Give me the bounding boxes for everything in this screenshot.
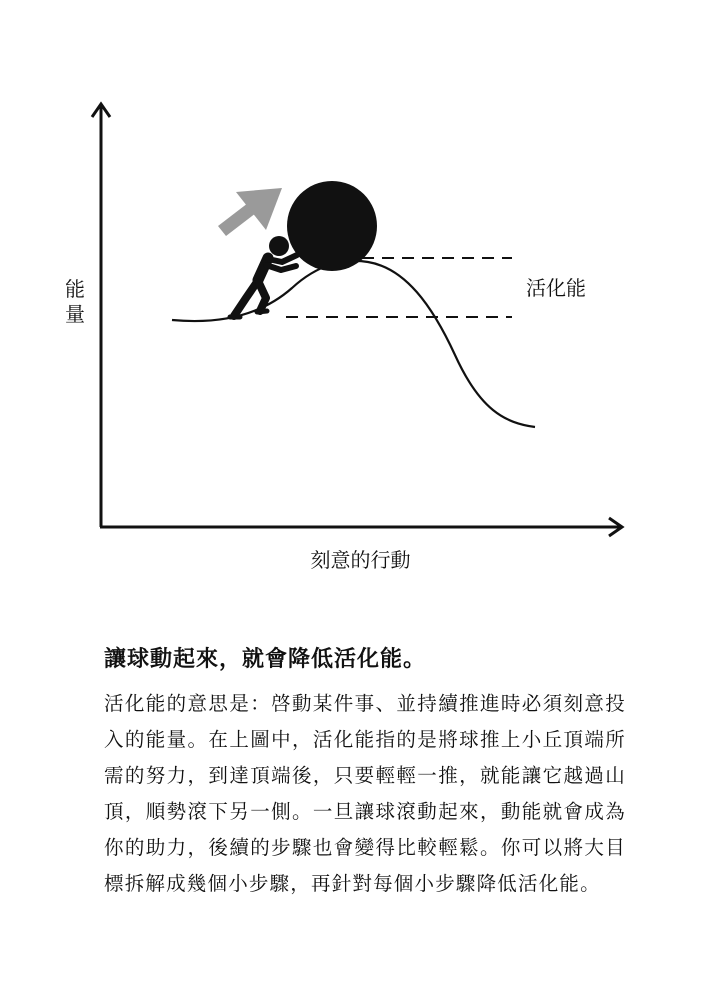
- body-paragraph: 活化能的意思是：啓動某件事、並持續推進時必須刻意投入的能量。在上圖中，活化能指的是將球推上小丘頂端所需的努力，到達頂端後，只要輕輕一推，就能讓它越過山頂，順勢滾下另一側。一旦讓球滾動起來，動能就會成為你的助力，後續的步驟也會變得比較輕鬆。你可以將大目標拆解成幾個小步驟，再針對每個小步驟降低活化能。: [104, 692, 626, 895]
- energy-curve: [172, 261, 535, 427]
- push-direction-arrow-icon: [218, 188, 282, 236]
- activation-energy-label: 活化能: [526, 276, 586, 300]
- y-axis-label: 能量: [65, 277, 85, 326]
- boulder: [287, 181, 377, 271]
- section-heading: 讓球動起來，就會降低活化能。: [104, 647, 427, 672]
- pushing-person-icon: [230, 236, 297, 317]
- x-axis-label: 刻意的行動: [310, 548, 411, 572]
